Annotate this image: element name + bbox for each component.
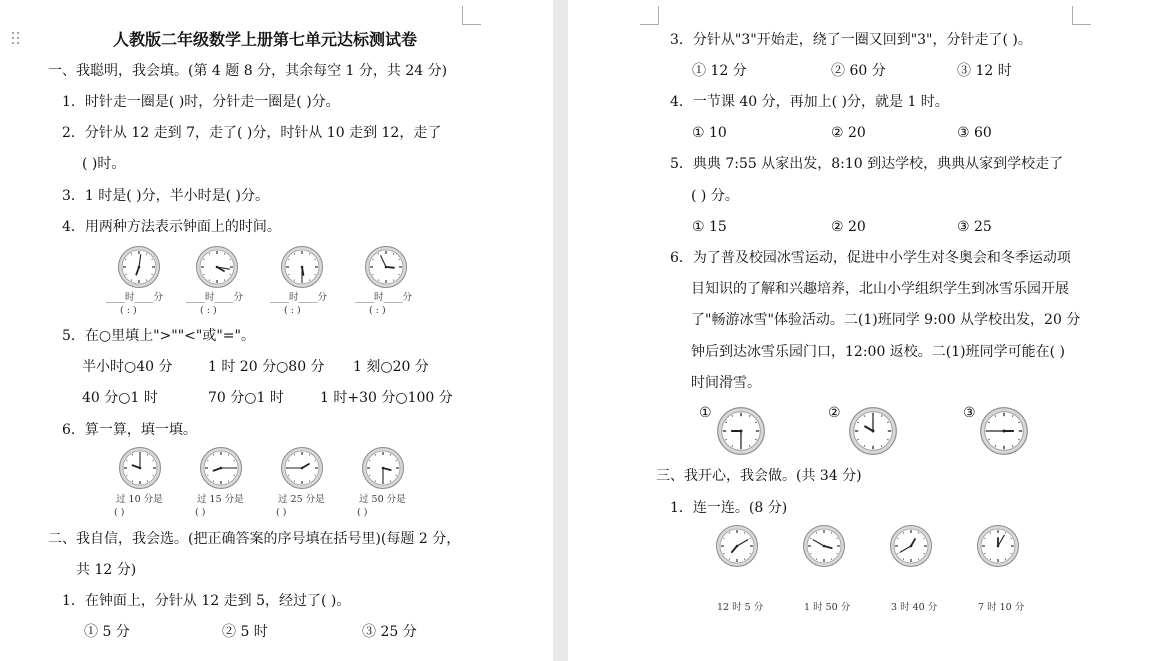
crop-mark-top-right xyxy=(1072,6,1091,25)
compare-item: 40 分○1 时 xyxy=(82,390,158,406)
document-page-right xyxy=(568,0,1166,661)
question-2-line-2: ( )时。 xyxy=(82,156,126,172)
compare-item: 1 时 20 分○80 分 xyxy=(208,359,325,375)
clock-icon xyxy=(118,446,162,490)
choice-question-1: 1．在钟面上，分针从 12 走到 5，经过了( )。 xyxy=(62,593,351,609)
choice-question-5-line-1: 5．典典 7:55 从家出发，8:10 到达学校，典典从家到学校走了 xyxy=(670,156,1064,172)
option-marker: ① xyxy=(699,405,712,421)
option: ② 20 xyxy=(831,219,866,235)
clock-icon xyxy=(979,406,1029,456)
time-label: 12 时 5 分 xyxy=(717,602,764,613)
choice-question-3: 3．分针从"3"开始走，绕了一圈又回到"3"，分针走了( )。 xyxy=(670,32,1032,48)
clock-caption: ( ) xyxy=(276,507,287,518)
connect-question-1: 1．连一连。(8 分) xyxy=(670,500,788,516)
choice-question-5-line-2: ( ) 分。 xyxy=(691,188,739,204)
compare-item: 1 刻○20 分 xyxy=(353,359,429,375)
option: ③ 25 分 xyxy=(362,624,417,640)
option: ① 12 分 xyxy=(692,63,747,79)
page-title: 人教版二年级数学上册第七单元达标测试卷 xyxy=(113,30,418,49)
question-1: 1．时针走一圈是( )时，分针走一圈是( )分。 xyxy=(62,94,340,110)
choice-question-4: 4．一节课 40 分，再加上( )分，就是 1 时。 xyxy=(670,94,949,110)
section-2-heading-line-1: 二、我自信，我会选。(把正确答案的序号填在括号里)(每题 2 分， xyxy=(48,531,461,547)
drag-handle-icon[interactable] xyxy=(12,32,22,46)
clock-caption: ( : ) xyxy=(284,305,301,316)
clock-caption: 过 25 分是 xyxy=(278,494,325,505)
clock-icon xyxy=(716,406,766,456)
clock-icon xyxy=(195,245,239,289)
option: ① 15 xyxy=(692,219,727,235)
clock-caption: 过 15 分是 xyxy=(197,494,244,505)
choice-question-6-line: 6．为了普及校园冰雪运动，促进中小学生对冬奥会和冬季运动项 xyxy=(670,250,1071,266)
document-page-left xyxy=(0,0,553,661)
option: ③ 60 xyxy=(957,125,992,141)
option: ② 20 xyxy=(831,125,866,141)
question-4: 4．用两种方法表示钟面上的时间。 xyxy=(62,219,281,235)
choice-question-6-line: 目知识的了解和兴趣培养，北山小学组织学生到冰雪乐园开展 xyxy=(691,281,1069,297)
clock-icon xyxy=(280,245,324,289)
clock-icon xyxy=(976,524,1020,568)
choice-question-6-line: 钟后到达冰雪乐园门口，12:00 返校。二(1)班同学可能在( ) xyxy=(691,344,1065,360)
clock-caption: 过 10 分是 xyxy=(116,494,163,505)
clock-caption: ( ) xyxy=(195,507,206,518)
clock-icon xyxy=(802,524,846,568)
clock-icon xyxy=(280,446,324,490)
time-label: 7 时 10 分 xyxy=(978,602,1025,613)
clock-caption: ____时____分 xyxy=(186,292,244,303)
time-label: 1 时 50 分 xyxy=(804,602,851,613)
section-2-heading-line-2: 共 12 分) xyxy=(76,562,137,578)
clock-icon xyxy=(848,406,898,456)
section-1-heading: 一、我聪明，我会填。(第 4 题 8 分，其余每空 1 分，共 24 分) xyxy=(48,63,448,79)
option: ② 60 分 xyxy=(831,63,886,79)
clock-caption: ( : ) xyxy=(120,305,137,316)
clock-caption: 过 50 分是 xyxy=(359,494,406,505)
crop-mark-top-right xyxy=(462,6,481,25)
clock-icon xyxy=(364,245,408,289)
option-marker: ③ xyxy=(963,405,976,421)
clock-caption: ( : ) xyxy=(200,305,217,316)
question-5: 5．在○里填上">""<"或"="。 xyxy=(62,328,255,344)
crop-mark-top-left xyxy=(640,6,659,25)
clock-icon xyxy=(715,524,759,568)
time-label: 3 时 40 分 xyxy=(891,602,938,613)
clock-caption: ( ) xyxy=(114,507,125,518)
clock-caption: ( : ) xyxy=(369,305,386,316)
question-6: 6．算一算，填一填。 xyxy=(62,422,197,438)
clock-icon xyxy=(361,446,405,490)
compare-item: 1 时+30 分○100 分 xyxy=(320,390,453,406)
option-marker: ② xyxy=(828,405,841,421)
clock-caption: ____时____分 xyxy=(355,292,413,303)
option: ③ 25 xyxy=(957,219,992,235)
clock-icon xyxy=(889,524,933,568)
option: ① 5 分 xyxy=(84,624,130,640)
choice-question-6-line: 了"畅游冰雪"体验活动。二(1)班同学 9:00 从学校出发，20 分 xyxy=(691,312,1081,328)
compare-item: 半小时○40 分 xyxy=(82,359,173,375)
clock-icon xyxy=(117,245,161,289)
clock-caption: ( ) xyxy=(357,507,368,518)
choice-question-6-line: 时间滑雪。 xyxy=(691,375,761,391)
question-2-line-1: 2．分针从 12 走到 7，走了( )分，时针从 10 走到 12，走了 xyxy=(62,125,442,141)
clock-icon xyxy=(199,446,243,490)
option: ② 5 时 xyxy=(222,624,268,640)
section-3-heading: 三、我开心，我会做。(共 34 分) xyxy=(656,468,862,484)
option: ① 10 xyxy=(692,125,727,141)
compare-item: 70 分○1 时 xyxy=(208,390,284,406)
clock-caption: ____时____分 xyxy=(270,292,328,303)
option: ③ 12 时 xyxy=(957,63,1012,79)
clock-caption: ____时____分 xyxy=(106,292,164,303)
question-3: 3．1 时是( )分，半小时是( )分。 xyxy=(62,188,270,204)
